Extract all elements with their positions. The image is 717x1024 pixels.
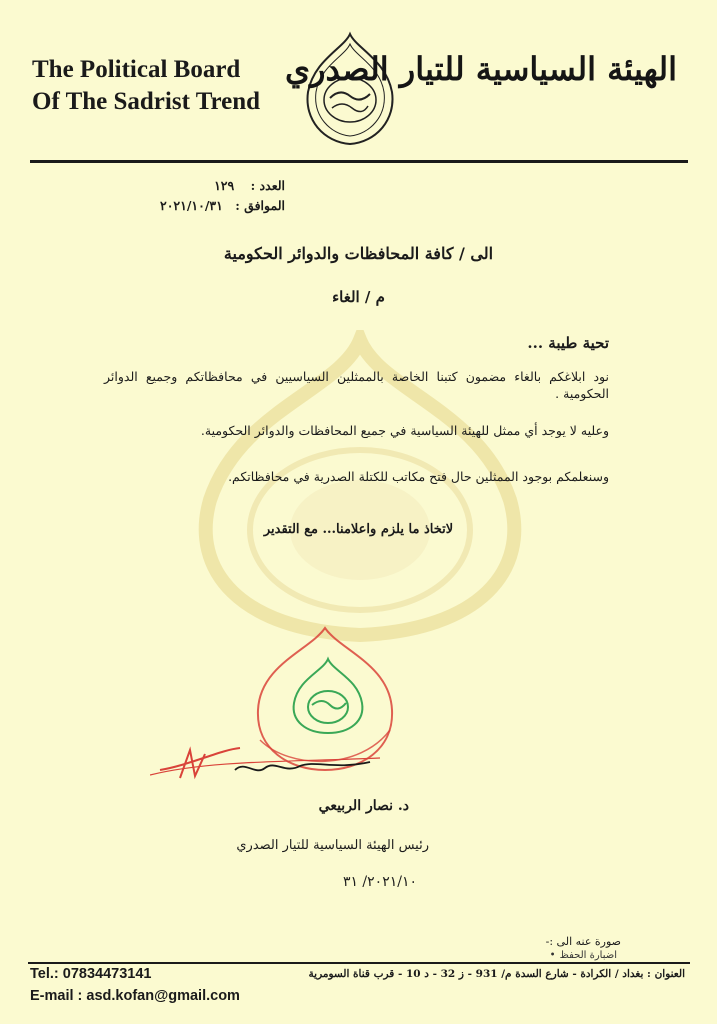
- logo-emblem: [300, 30, 400, 150]
- footer-address: العنوان : بغداد / الكرادة - شارع السدة م/ 931 - ز 32 - د 10 - قرب قناة السومرية: [308, 968, 685, 980]
- number-value: ١٢٩: [214, 178, 235, 193]
- date-value: ٢٠٢١/١٠/٣١: [159, 198, 223, 213]
- letter-number: [214, 178, 285, 193]
- date-label: الموافق :: [235, 198, 285, 213]
- arabic-org-name: الهيئة السياسية للتيار الصدري: [284, 50, 677, 88]
- subject-line: م / الغاء: [332, 288, 385, 306]
- header-divider: [30, 160, 688, 163]
- letter-date: [160, 198, 285, 213]
- copy-to-label: صورة عنه الى :-: [545, 935, 621, 948]
- greeting: تحية طيبة ...: [527, 334, 609, 352]
- signatory-title: رئيس الهيئة السياسية للتيار الصدري: [236, 838, 429, 853]
- footer-divider: [28, 962, 690, 964]
- closing-line: لاتخاذ ما يلزم واعلامنا... مع التقدير: [263, 522, 454, 537]
- recipient-line: الى / كافة المحافظات والدوائر الحكومية: [223, 244, 494, 263]
- body-paragraph-1: نود ابلاغكم بالغاء مضمون كتبنا الخاصة بالممثلين السياسيين في محافظاتكم وجميع الدوائر الحكومية .: [104, 369, 609, 401]
- english-name-line2: Of The Sadrist Trend: [32, 88, 261, 115]
- signature-date: ٢٠٢١/١٠/ ٣١: [342, 874, 417, 890]
- signatory-name: د. نصار الربيعي: [318, 798, 409, 814]
- body-paragraph-3: وسنعلمكم بوجود الممثلين حال فتح مكاتب للكتلة الصدرية في محافظاتكم.: [228, 469, 609, 484]
- english-name-line1: The Political Board: [32, 56, 241, 83]
- footer-tel: Tel.: 07834473141: [30, 966, 152, 982]
- number-label: العدد :: [250, 178, 285, 193]
- copy-to-item: اضبارة الحفظ •: [550, 950, 617, 961]
- body-paragraph-2: وعليه لا يوجد أي ممثل للهيئة السياسية في جميع المحافظات والدوائر الحكومية.: [200, 423, 609, 438]
- footer-email: E-mail : asd.kofan@gmail.com: [30, 988, 240, 1004]
- handwritten-signature: [150, 740, 380, 790]
